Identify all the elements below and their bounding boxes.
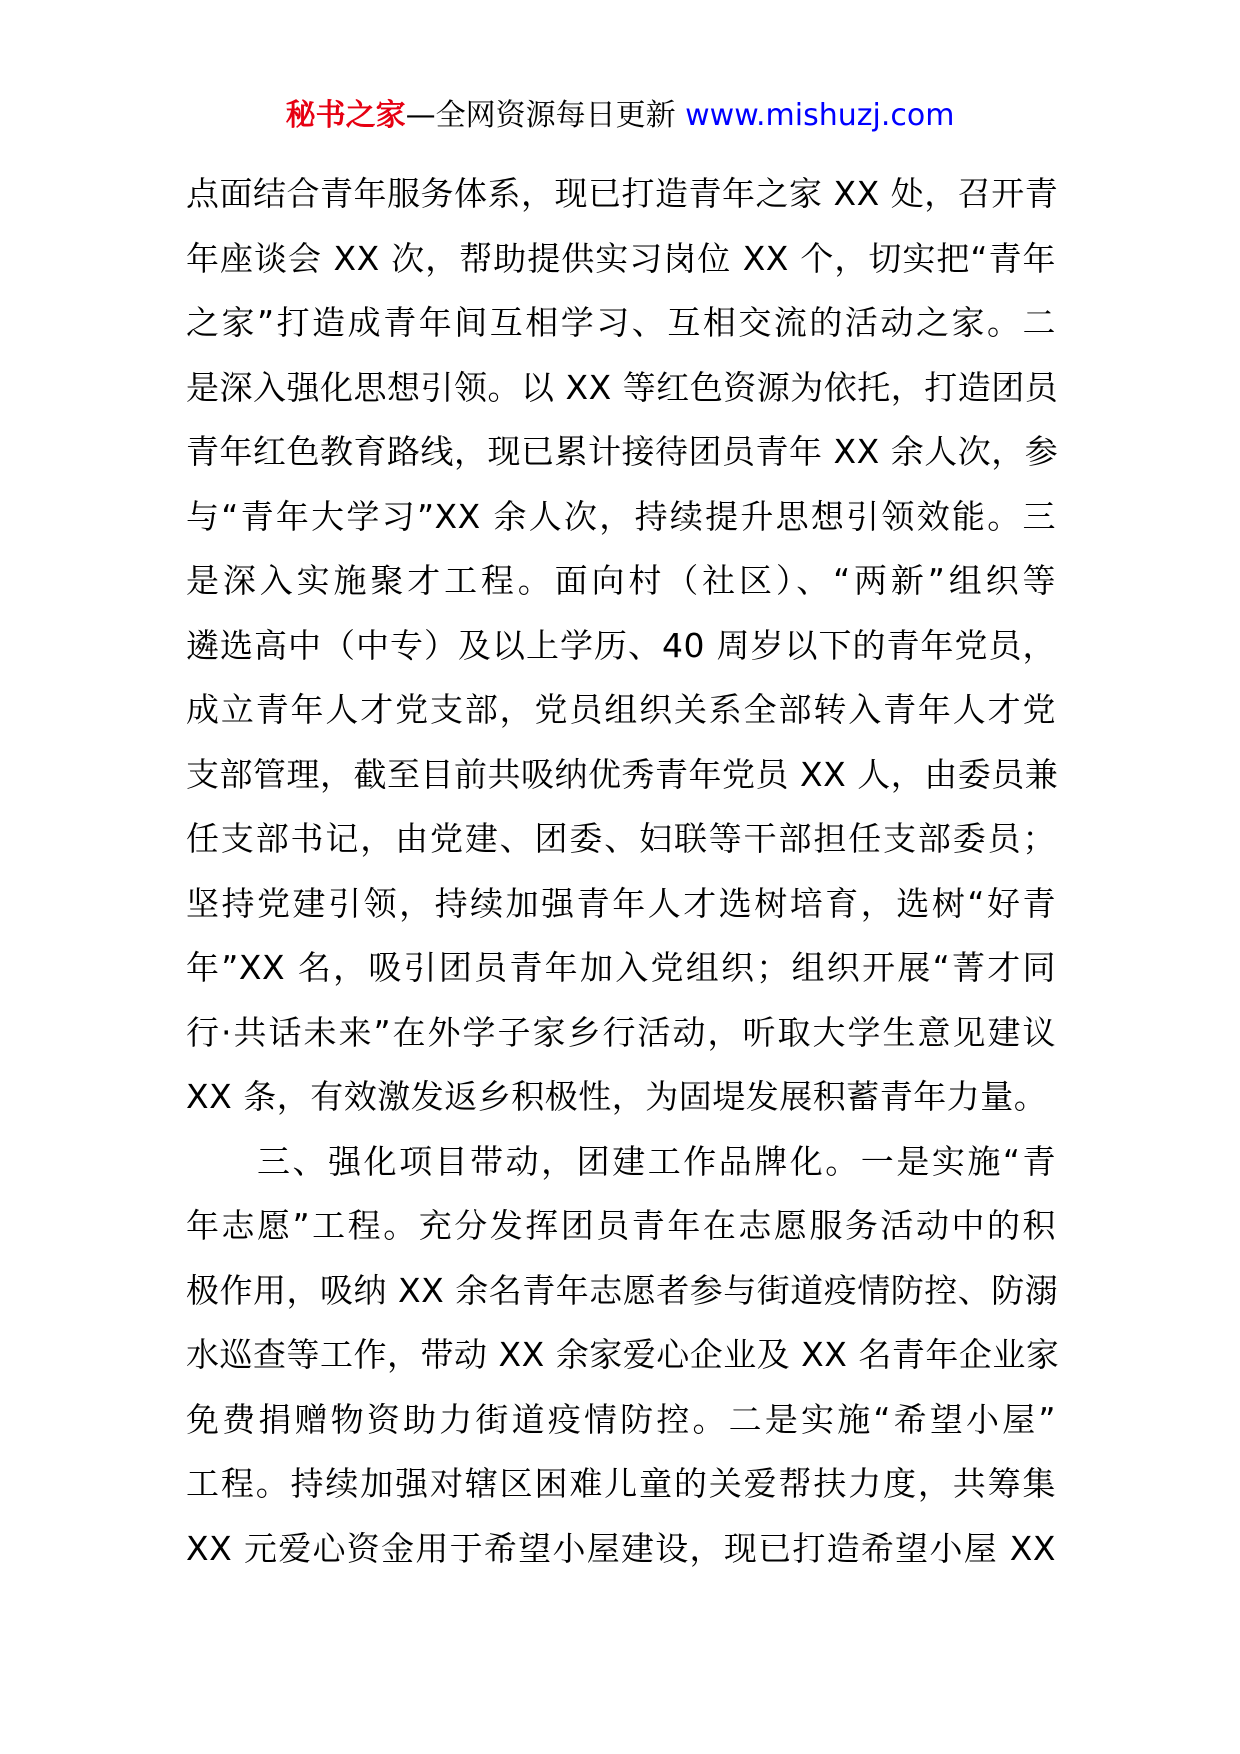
text-line: 工程。持续加强对辖区困难儿童的关爱帮扶力度，共筹集 bbox=[186, 1464, 1056, 1503]
text-line: 年”XX 名，吸引团员青年加入党组织；组织开展“菁才同 bbox=[186, 948, 1056, 987]
text-line: 行·共话未来”在外学子家乡行活动，听取大学生意见建议 bbox=[186, 1012, 1056, 1052]
header-url[interactable]: www.mishuzj.com bbox=[685, 98, 955, 133]
section-heading-line: 三、强化项目带动，团建工作品牌化。一是实施“青 bbox=[186, 1141, 1056, 1181]
text-line: 之家”打造成青年间互相学习、互相交流的活动之家。二 bbox=[186, 303, 1056, 342]
text-line: 与“青年大学习”XX 余人次，持续提升思想引领效能。三 bbox=[186, 496, 1056, 536]
document-body bbox=[186, 162, 1060, 1581]
text-line: 年座谈会 XX 次，帮助提供实习岗位 XX 个，切实把“青年 bbox=[186, 238, 1056, 278]
text-line: 任支部书记，由党建、团委、妇联等干部担任支部委员； bbox=[186, 819, 1056, 858]
text-line: 极作用，吸纳 XX 余名青年志愿者参与街道疫情防控、防溺 bbox=[186, 1270, 1059, 1310]
text-line: XX 条，有效激发返乡积极性，为固堤发展积蓄青年力量。 bbox=[186, 1077, 1048, 1116]
text-line: 免费捐赠物资助力街道疫情防控。二是实施“希望小屋” bbox=[186, 1399, 1056, 1439]
text-line: 成立青年人才党支部，党员组织关系全部转入青年人才党 bbox=[186, 690, 1056, 729]
header-brand: 秘书之家 bbox=[285, 98, 406, 133]
text-line: XX 元爱心资金用于希望小屋建设，现已打造希望小屋 XX bbox=[186, 1528, 1056, 1568]
text-line: 青年红色教育路线，现已累计接待团员青年 XX 余人次，参 bbox=[186, 432, 1059, 471]
text-line: 坚持党建引领，持续加强青年人才选树培育，选树“好青 bbox=[186, 883, 1056, 923]
text-line: 水巡查等工作，带动 XX 余家爱心企业及 XX 名青年企业家 bbox=[186, 1335, 1060, 1374]
text-line: 是深入强化思想引领。以 XX 等红色资源为依托，打造团员 bbox=[186, 367, 1059, 407]
watermark-header bbox=[0, 96, 1240, 136]
header-slogan: —全网资源每日更新 bbox=[405, 98, 686, 133]
text-line: 是深入实施聚才工程。面向村（社区）、“两新”组织等 bbox=[186, 561, 1056, 600]
text-line: 遴选高中（中专）及以上学历、40 周岁以下的青年党员， bbox=[186, 625, 1056, 665]
text-line: 点面结合青年服务体系，现已打造青年之家 XX 处，召开青 bbox=[186, 174, 1059, 213]
text-line: 支部管理，截至目前共吸纳优秀青年党员 XX 人，由委员兼 bbox=[186, 754, 1059, 794]
text-line: 年志愿”工程。充分发挥团员青年在志愿服务活动中的积 bbox=[186, 1206, 1056, 1245]
